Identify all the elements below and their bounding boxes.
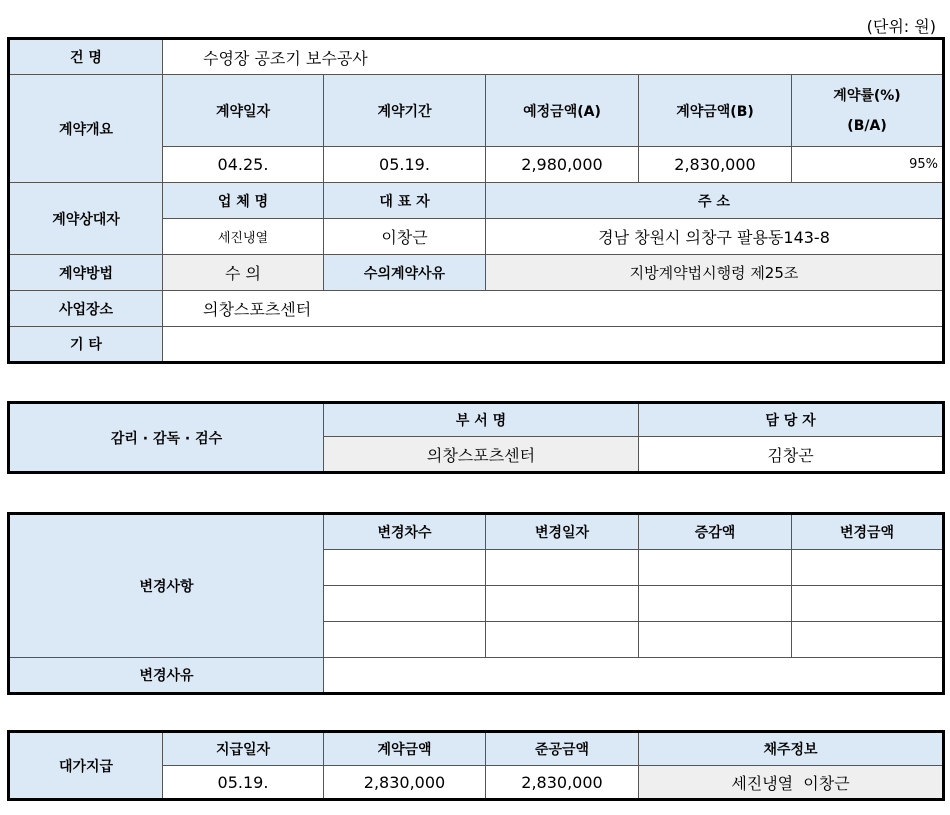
changes-cell [486, 550, 639, 586]
overview-header-estimate: 예정금액(A) [486, 75, 639, 147]
party-header-address: 주 소 [486, 183, 944, 219]
overview-header-rate [792, 75, 944, 147]
contract-name-value: 수영장 공조기 보수공사 [163, 39, 944, 75]
overview-header-amount: 계약금액(B) [639, 75, 792, 147]
overview-value-rate: 95% [792, 147, 944, 183]
changes-reason-label: 변경사유 [9, 658, 324, 694]
changes-header-diff: 증감액 [639, 514, 792, 550]
supervision-label: 감리 · 감독 · 검수 [9, 403, 324, 473]
changes-header-amount: 변경금액 [792, 514, 944, 550]
supervision-value-person: 김창곤 [639, 437, 944, 473]
party-label: 계약상대자 [9, 183, 163, 255]
overview-value-estimate: 2,980,000 [486, 147, 639, 183]
changes-cell [324, 622, 486, 658]
reason-value: 지방계약법시행령 제25조 [486, 255, 944, 291]
payment-value-completion: 2,830,000 [486, 766, 639, 800]
payment-table [7, 730, 945, 801]
changes-cell [486, 586, 639, 622]
reason-label: 수의계약사유 [324, 255, 486, 291]
supervision-value-dept: 의창스포츠센터 [324, 437, 639, 473]
changes-header-order: 변경차수 [324, 514, 486, 550]
supervision-table [7, 401, 945, 474]
changes-reason-value [324, 658, 944, 694]
etc-value [163, 327, 944, 363]
changes-cell [792, 550, 944, 586]
changes-header-date: 변경일자 [486, 514, 639, 550]
changes-cell [324, 550, 486, 586]
payment-header-completion: 준공금액 [486, 732, 639, 766]
changes-cell [324, 586, 486, 622]
payment-label: 대가지급 [9, 732, 163, 800]
payment-header-date: 지급일자 [163, 732, 324, 766]
overview-header-date: 계약일자 [163, 75, 324, 147]
supervision-header-person: 담 당 자 [639, 403, 944, 437]
overview-label: 계약개요 [9, 75, 163, 183]
payment-header-creditor: 채주정보 [639, 732, 944, 766]
changes-cell [792, 586, 944, 622]
changes-label: 변경사항 [9, 514, 324, 658]
changes-cell [792, 622, 944, 658]
party-value-ceo: 이창근 [324, 219, 486, 255]
party-value-address: 경남 창원시 의창구 팔용동143-8 [486, 219, 944, 255]
method-value: 수 의 [163, 255, 324, 291]
supervision-header-dept: 부 서 명 [324, 403, 639, 437]
changes-table [7, 512, 945, 695]
changes-cell [639, 550, 792, 586]
overview-header-period: 계약기간 [324, 75, 486, 147]
etc-label: 기 타 [9, 327, 163, 363]
payment-value-creditor: 세진냉열 이창근 [639, 766, 944, 800]
contract-table [7, 37, 945, 364]
unit-label: (단위: 원) [866, 17, 936, 36]
overview-value-amount: 2,830,000 [639, 147, 792, 183]
place-value: 의창스포츠센터 [163, 291, 944, 327]
method-label: 계약방법 [9, 255, 163, 291]
party-header-company: 업 체 명 [163, 183, 324, 219]
changes-cell [486, 622, 639, 658]
changes-cell [639, 586, 792, 622]
payment-value-date: 05.19. [163, 766, 324, 800]
place-label: 사업장소 [9, 291, 163, 327]
party-header-ceo: 대 표 자 [324, 183, 486, 219]
rate-header-line1: 계약률(%) [833, 87, 901, 104]
overview-value-date: 04.25. [163, 147, 324, 183]
overview-value-period: 05.19. [324, 147, 486, 183]
payment-header-contract: 계약금액 [324, 732, 486, 766]
changes-cell [639, 622, 792, 658]
party-value-company: 세진냉열 [163, 219, 324, 255]
contract-name-label: 건 명 [9, 39, 163, 75]
payment-value-contract: 2,830,000 [324, 766, 486, 800]
rate-header-line2: (B/A) [847, 117, 887, 134]
